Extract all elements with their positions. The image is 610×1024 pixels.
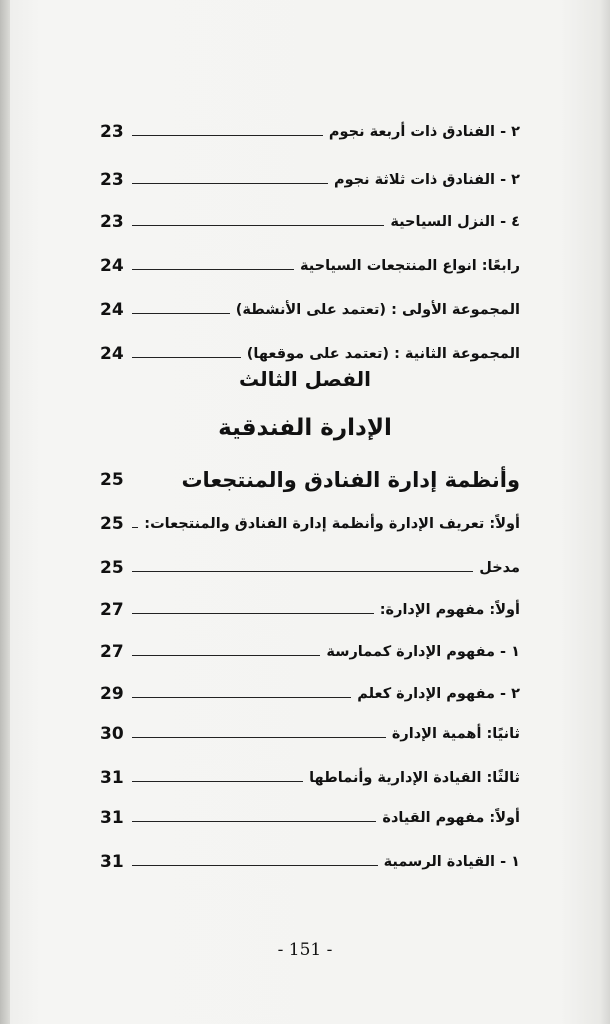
toc-leader-line <box>132 183 328 184</box>
toc-entry <box>100 846 520 878</box>
toc-page-number: 29 <box>100 684 124 704</box>
toc-entry <box>100 206 520 238</box>
toc-entry-label: ثانيًا: أهمية الإدارة <box>391 726 520 742</box>
toc-page-number: 30 <box>100 724 124 744</box>
toc-leader-line <box>132 655 320 656</box>
toc-leader-line <box>132 135 323 136</box>
toc-entry-label: ١ - القيادة الرسمية <box>383 854 520 870</box>
toc-entry <box>100 718 520 750</box>
toc-entry <box>100 678 520 710</box>
toc-page-number: 27 <box>100 600 124 620</box>
toc-leader-line <box>132 821 376 822</box>
chapter-number-heading: الفصل الثالث <box>238 367 371 391</box>
toc-page-number: 23 <box>100 212 124 232</box>
toc-entry-label: ٢ - مفهوم الإدارة كعلم <box>357 686 520 702</box>
toc-entry <box>100 250 520 282</box>
page-gutter-shadow <box>0 0 10 1024</box>
toc-leader-line <box>132 357 241 358</box>
toc-page-number: 23 <box>100 122 124 142</box>
toc-page-number: 25 <box>100 470 124 490</box>
toc-leader-line <box>132 697 351 698</box>
toc-leader-line <box>132 225 384 226</box>
toc-entry-label: ٢ - الفنادق ذات ثلاثة نجوم <box>333 172 520 188</box>
toc-entry <box>100 116 520 148</box>
toc-leader-line <box>132 737 386 738</box>
toc-entry <box>100 508 520 540</box>
chapter-subtitle: وأنظمة إدارة الفنادق والمنتجعات <box>181 468 520 492</box>
toc-entry <box>100 338 520 370</box>
toc-leader-line <box>132 865 378 866</box>
toc-entry <box>100 802 520 834</box>
page-number-footer: - 151 - <box>277 940 333 960</box>
chapter-subtitle-row <box>100 460 520 500</box>
toc-entry <box>100 294 520 326</box>
toc-entry-label: أولاً: مفهوم القيادة <box>382 810 520 826</box>
toc-page-number: 23 <box>100 170 124 190</box>
toc-page-number: 24 <box>100 344 124 364</box>
toc-page-number: 31 <box>100 852 124 872</box>
toc-entry-label: رابعًا: انواع المنتجعات السياحية <box>299 258 520 274</box>
toc-entry-label: ١ - مفهوم الإدارة كممارسة <box>326 644 520 660</box>
toc-entry-label: أولاً: مفهوم الإدارة: <box>379 602 520 618</box>
toc-entry-label: المجموعة الأولى : (تعتمد على الأنشطة) <box>235 302 520 318</box>
toc-entry-label: ثالثًا: القيادة الإدارية وأنماطها <box>309 770 520 786</box>
toc-page-number: 31 <box>100 808 124 828</box>
toc-leader-line <box>132 781 303 782</box>
toc-entry <box>100 594 520 626</box>
toc-page-number: 27 <box>100 642 124 662</box>
toc-leader-line <box>132 613 374 614</box>
toc-page-number: 24 <box>100 300 124 320</box>
toc-leader-line <box>132 269 294 270</box>
toc-leader-line <box>132 527 138 528</box>
toc-page-number: 25 <box>100 558 124 578</box>
toc-entry-label: مدخل <box>479 560 520 576</box>
toc-entry-label: ٤ - النزل السياحية <box>390 214 520 230</box>
toc-entry <box>100 164 520 196</box>
toc-leader-line <box>132 313 230 314</box>
toc-page-number: 24 <box>100 256 124 276</box>
chapter-title: الإدارة الفندقية <box>218 415 392 441</box>
toc-entry <box>100 552 520 584</box>
toc-entry-label: المجموعة الثانية : (تعتمد على موقعها) <box>246 346 520 362</box>
toc-leader-line <box>132 571 473 572</box>
toc-page-number: 25 <box>100 514 124 534</box>
toc-entry-label: ٢ - الفنادق ذات أربعة نجوم <box>328 124 520 140</box>
toc-entry <box>100 762 520 794</box>
toc-page-number: 31 <box>100 768 124 788</box>
toc-entry <box>100 636 520 668</box>
toc-entry-label: أولاً: تعريف الإدارة وأنظمة إدارة الفنادق والمنتجعات: <box>144 516 520 532</box>
